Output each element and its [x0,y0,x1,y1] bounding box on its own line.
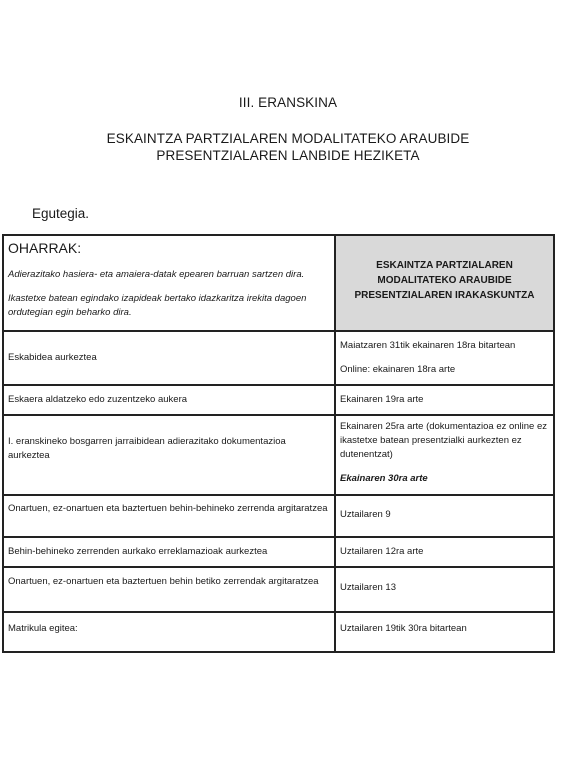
step-label: Onartuen, ez-onartuen eta baztertuen behin-behineko zerrenda argitaratzea [8,503,328,514]
step-cell [3,537,335,567]
date-cell [335,537,554,567]
note-item: Ikastetxe batean egindako izapideak bertako idazkaritza irekita dagoen ordutegian egin beharko dira. [8,293,307,318]
table-row [3,537,554,567]
date-cell [335,415,554,495]
table-row [3,415,554,495]
step-label: Matrikula egitea: [8,623,78,634]
step-label: Onartuen, ez-onartuen eta baztertuen behin betiko zerrendak argitaratzea [8,576,319,587]
step-cell [3,612,335,652]
section-label: Egutegia. [32,206,90,221]
column-header-line: MODALITATEKO ARAUBIDE [377,275,512,286]
notes-cell [3,235,335,331]
date-cell [335,612,554,652]
document-title-line-1: ESKAINTZA PARTZIALAREN MODALITATEKO ARAUBIDE [106,131,470,146]
column-header-line: PRESENTZIALAREN IRAKASKUNTZA [354,290,535,301]
table-row [3,331,554,385]
date-text: Online: ekainaren 18ra arte [340,364,456,375]
date-cell [335,567,554,612]
note-item: Adierazitako hasiera- eta amaiera-datak epearen barruan sartzen dira. [8,269,305,280]
date-text: Uztailaren 19tik 30ra bitartean [340,623,467,634]
document-title-line-2: PRESENTZIALAREN LANBIDE HEZIKETA [156,148,420,163]
date-text: Uztailaren 13 [340,582,396,593]
step-label: Behin-behineko zerrenden aurkako erreklamazioak aurkeztea [8,546,268,557]
annex-title: III. ERANSKINA [238,95,338,110]
date-text: Maiatzaren 31tik ekainaren 18ra bitartean [340,340,516,351]
column-header-line: ESKAINTZA PARTZIALAREN [376,260,513,271]
step-cell [3,567,335,612]
table-header-row [3,235,554,331]
date-cell [335,495,554,537]
step-label: Eskaera aldatzeko edo zuzentzeko aukera [8,394,188,405]
date-text: Uztailaren 12ra arte [340,546,424,557]
column-header [335,235,554,331]
step-cell [3,495,335,537]
date-text: Ekainaren 25ra arte (dokumentazioa ez online ez ikastetxe batean presentzialki aurkezten ez dutenentzat) [340,421,548,460]
calendar-table [2,234,555,653]
notes-title: OHARRAK: [8,240,82,256]
date-cell [335,331,554,385]
step-cell [3,331,335,385]
date-cell [335,385,554,415]
step-label: Eskabidea aurkeztea [8,352,97,363]
table-row [3,567,554,612]
table-row [3,612,554,652]
date-text: Ekainaren 19ra arte [340,394,424,405]
step-cell [3,415,335,495]
table-row [3,495,554,537]
step-label: I. eranskineko bosgarren jarraibidean adierazitako dokumentazioa aurkeztea [8,436,286,461]
date-text: Uztailaren 9 [340,509,391,520]
date-text-emphasis: Ekainaren 30ra arte [340,473,428,484]
step-cell [3,385,335,415]
table-row [3,385,554,415]
